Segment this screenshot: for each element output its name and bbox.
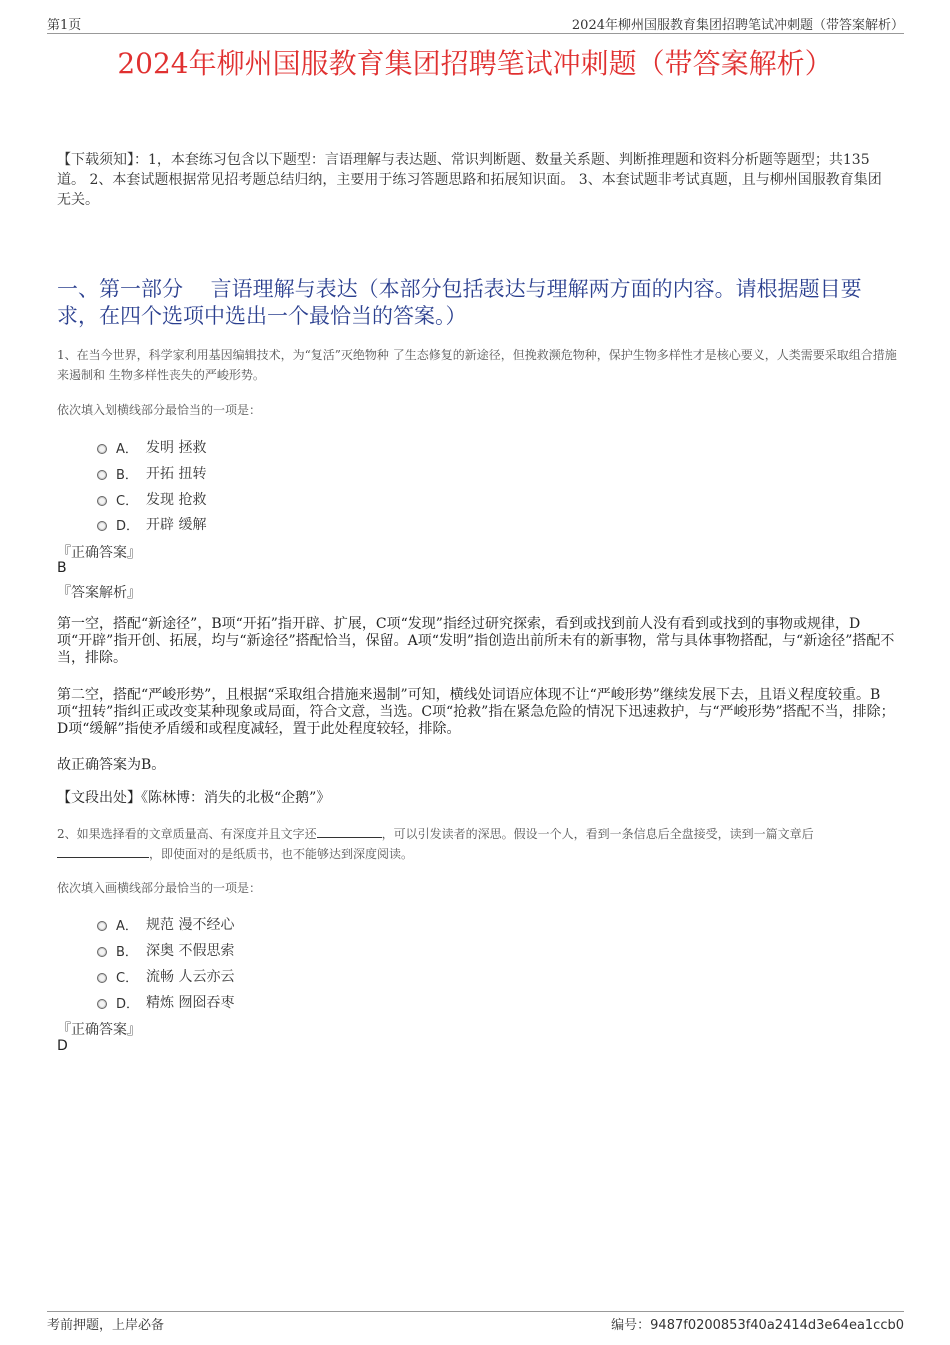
- question-1-stem: 1、在当今世界，科学家利用基因编辑技术，为“复活”灭绝物种 了生态修复的新途径，但挽救濒危物种，保护生物多样性才是核心要义，人类需要采取组合措施来遏制和 生物多样性丧失的严峻形势。: [57, 348, 897, 382]
- stem-part: 2、如果选择看的文章质量高、有深度并且文字还: [57, 827, 317, 841]
- question-1-option-c[interactable]: [97, 489, 206, 509]
- stem-part: ，可以引发读者的深思。假设一个人，看到一条信息后全盘接受，读到一篇文章后: [381, 827, 814, 841]
- footer-document-id: [611, 1314, 904, 1333]
- option-text: 发现 抢救: [146, 492, 207, 508]
- document-title: 2024年柳州国服教育集团招聘笔试冲刺题（带答案解析）: [117, 47, 833, 80]
- question-1-source: 【文段出处】《陈林博：消失的北极“企鹅”》: [57, 790, 331, 806]
- question-1-instruction: 依次填入划横线部分最恰当的一项是：: [57, 403, 262, 417]
- question-1-conclusion: 故正确答案为B。: [57, 757, 166, 773]
- footer-divider: [47, 1311, 904, 1312]
- stem-part: ，即使面对的是纸质书，也不能够达到深度阅读。: [149, 847, 414, 861]
- question-1-answer: B: [57, 560, 67, 576]
- question-1-analysis-paragraph: 第一空，搭配“新途径”，B项“开拓”指开辟、扩展，C项“发现”指经过研究探索，看到或找到前人没有看到或找到的事物或规律，D项“开辟”指开创、拓展，均与“新途径”搭配恰当，保留。A项“发明”指创造出前所未有的新事物，常与具体事物搭配，与“新途径”搭配不当，排除。: [57, 616, 895, 666]
- radio-button[interactable]: [97, 496, 107, 506]
- document-id-label: 编号：: [611, 1318, 651, 1333]
- option-letter: A．: [116, 441, 138, 457]
- option-letter: C．: [116, 493, 139, 509]
- option-letter: B．: [116, 944, 138, 960]
- question-2-option-b[interactable]: [97, 940, 234, 960]
- option-letter: D．: [116, 996, 140, 1012]
- question-2-instruction: 依次填入画横线部分最恰当的一项是：: [57, 881, 262, 895]
- section-heading: 一、第一部分 言语理解与表达（本部分包括表达与理解两方面的内容。请根据题目要求，在四个选项中选出一个最恰当的答案。）: [57, 277, 862, 328]
- question-2-stem: [57, 824, 897, 864]
- document-id-code: 9487f0200853f40a2414d3e64ea1ccb0: [650, 1318, 904, 1333]
- option-text: 开拓 扭转: [146, 466, 207, 482]
- question-1-answer-label: 『正确答案』: [57, 545, 141, 561]
- radio-button[interactable]: [97, 444, 107, 454]
- fill-blank: [317, 825, 382, 838]
- question-1-option-a[interactable]: [97, 437, 206, 457]
- option-text: 精炼 囫囵吞枣: [146, 995, 235, 1011]
- option-text: 发明 拯救: [146, 440, 207, 456]
- radio-button[interactable]: [97, 999, 107, 1009]
- question-1-analysis-label: 『答案解析』: [57, 585, 141, 601]
- radio-button[interactable]: [97, 973, 107, 983]
- option-letter: D．: [116, 518, 140, 534]
- header-divider: [47, 33, 904, 34]
- download-notice: 【下载须知】：1，本套练习包含以下题型：言语理解与表达题、常识判断题、数量关系题、判断推理题和资料分析题等题型；共135道。 2、本套试题根据常见招考题总结归纳，主要用于练习答题思路和拓展知识面。 3、本套试题非考试真题，且与柳州国服教育集团无关。: [57, 152, 882, 208]
- question-2-answer-label: 『正确答案』: [57, 1022, 141, 1038]
- footer-slogan: 考前押题，上岸必备: [47, 1318, 165, 1333]
- option-letter: C．: [116, 970, 139, 986]
- question-2-option-a[interactable]: [97, 914, 234, 934]
- option-letter: B．: [116, 467, 138, 483]
- question-2-option-c[interactable]: [97, 966, 234, 986]
- page-number: 第1页: [47, 18, 82, 33]
- option-text: 流畅 人云亦云: [146, 969, 235, 985]
- question-1-analysis-paragraph: 第二空，搭配“严峻形势”，且根据“采取组合措施来遏制”可知，横线处词语应体现不让“严峻形势”继续发展下去，且语义程度较重。B项“扭转”指纠正或改变某种现象或局面，符合文意，当选。C项“抢救”指在紧急危险的情况下迅速救护，与“严峻形势”搭配不当，排除；D项“缓解”指使矛盾缓和或程度减轻，置于此处程度较轻，排除。: [57, 687, 895, 737]
- fill-blank: [57, 845, 149, 858]
- radio-button[interactable]: [97, 521, 107, 531]
- radio-button[interactable]: [97, 470, 107, 480]
- option-letter: A．: [116, 918, 138, 934]
- running-header-title: 2024年柳州国服教育集团招聘笔试冲刺题（带答案解析）: [571, 18, 904, 33]
- question-1-option-d[interactable]: [97, 514, 206, 534]
- option-text: 规范 漫不经心: [146, 917, 235, 933]
- question-2-answer: D: [57, 1038, 68, 1054]
- option-text: 深奥 不假思索: [146, 943, 235, 959]
- question-1-option-b[interactable]: [97, 463, 206, 483]
- radio-button[interactable]: [97, 947, 107, 957]
- question-2-option-d[interactable]: [97, 992, 234, 1012]
- option-text: 开辟 缓解: [146, 517, 207, 533]
- radio-button[interactable]: [97, 921, 107, 931]
